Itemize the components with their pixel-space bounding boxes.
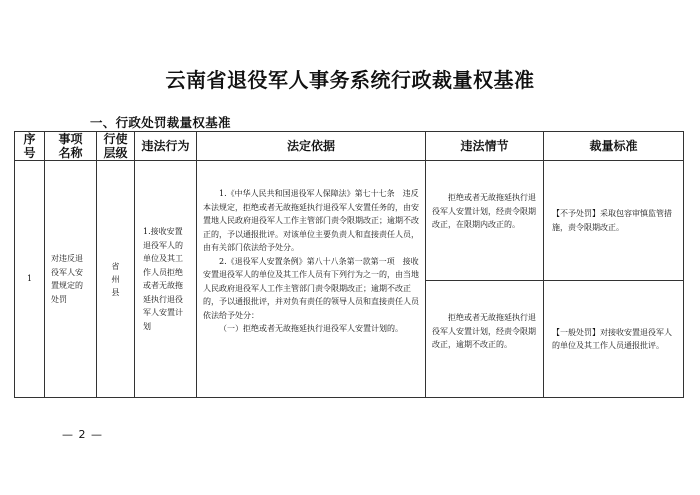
standard-2: 【一般处罚】对接收安置退役军人的单位及其工作人员通报批评。 — [544, 281, 684, 398]
header-level: 行使 层级 — [97, 132, 135, 161]
circumstance-1: 拒绝或者无故拖延执行退役军人安置计划，经责令限期改正，在限期内改正的。 — [426, 161, 544, 281]
document-title: 云南省退役军人事务系统行政裁量权基准 — [165, 68, 535, 92]
legal-basis-para-3: （一）拒绝或者无故拖延执行退役军人安置计划的。 — [219, 324, 403, 333]
header-violation: 违法行为 — [135, 132, 197, 161]
legal-basis-para-1: 1.《中华人民共和国退役军人保障法》第七十七条 违反本法规定，拒绝或者无故拖延执行退役军人安置任务的，由安置地人民政府退役军人工作主管部门责令限期改正；逾期不改正的，予以通报批评。对该单位主要负责人和直接责任人员，由有关部门依法给予处分。 — [203, 189, 419, 252]
table-row — [15, 161, 684, 281]
circumstance-2: 拒绝或者无故拖延执行退役军人安置计划，经责令限期改正，逾期不改正的。 — [426, 281, 544, 398]
header-legal-basis: 法定依据 — [197, 132, 426, 161]
discretion-table — [14, 131, 684, 398]
header-circumstance: 违法情节 — [426, 132, 544, 161]
table-header-row — [15, 132, 684, 161]
header-no: 序 号 — [15, 132, 45, 161]
legal-basis — [197, 161, 426, 398]
standard-1: 【不予处罚】采取包容审慎监管措施，责令限期改正。 — [544, 161, 684, 281]
header-item-name: 事项 名称 — [45, 132, 97, 161]
violation-description: 1.接收安置退役军人的单位及其工作人员拒绝或者无故拖延执行退役军人安置计划 — [135, 161, 197, 398]
legal-basis-para-2: 2.《退役军人安置条例》第八十八条第一款第一项 接收安置退役军人的单位及其工作人员有下列行为之一的，由当地人民政府退役军人工作主管部门责令限期改正；逾期不改正的，予以通报批评，并对负有责任的领导人员和直接责任人员依法给予处分： — [203, 256, 419, 320]
section-heading: 一、行政处罚裁量权基准 — [90, 115, 231, 130]
page-number: — 2 — — [62, 428, 103, 441]
item-name: 对违反退役军人安置规定的处罚 — [45, 161, 97, 398]
row-number: 1 — [15, 161, 45, 398]
header-standard: 裁量标准 — [544, 132, 684, 161]
enforcement-level: 省州县 — [97, 161, 135, 398]
